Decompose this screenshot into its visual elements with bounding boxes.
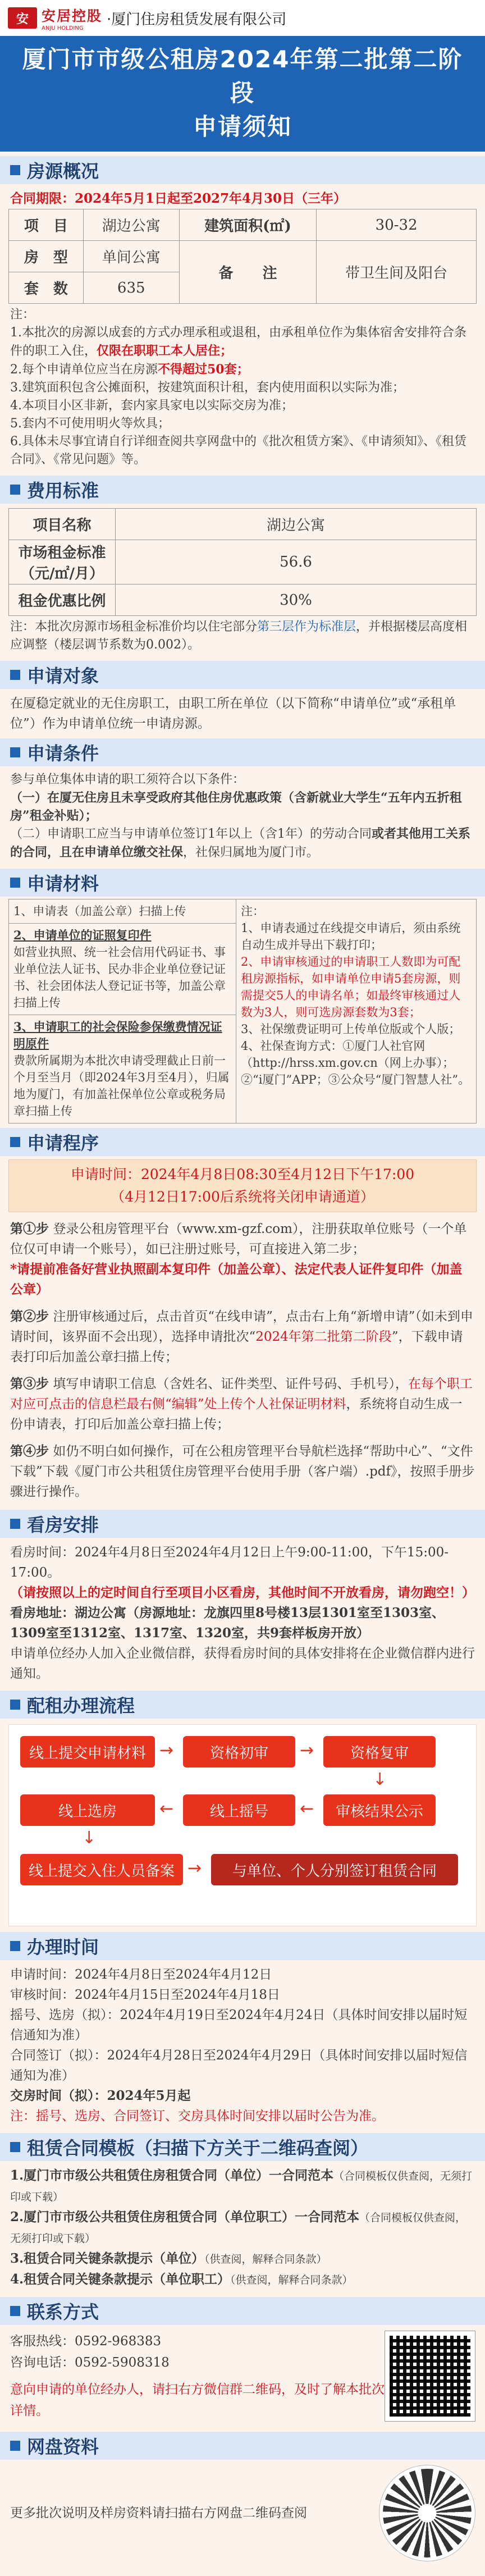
section-marker-icon xyxy=(10,1519,20,1529)
note-highlight: 第三层作为标准层 xyxy=(257,620,356,634)
brand-name-en: ANJU HOLDING xyxy=(42,25,84,31)
material-title: 3、申请职工的社会保险参保缴费情况证明原件 xyxy=(13,1020,222,1051)
housing-notes xyxy=(0,304,485,471)
cell: 市场租金标准（元/㎡/月） xyxy=(9,540,116,584)
cell: 房 型 xyxy=(9,241,84,272)
step-text: 注册审核通过后，点击首页“在线申请”，点击右上角“新增申请”（如未到申请时间，该界面不会出现），选择申请批次“ xyxy=(10,1309,473,1344)
flow-step: 线上选房 xyxy=(20,1794,155,1826)
schedule-row: 申请时间：2024年4月8日至2024年4月12日 xyxy=(10,1967,272,1982)
material-note: 1、申请表通过在线提交申请后，须由系统自动生成并导出下载打印； xyxy=(241,921,461,952)
viewing-time: 看房时间：2024年4月8日至2024年4月12日上午9:00-11:00，下午15:00-17:00。 xyxy=(10,1545,449,1580)
cell: 30-32 xyxy=(317,209,477,241)
section-title: 联系方式 xyxy=(27,2301,99,2323)
schedule-row: 审核时间：2024年4月15日至2024年4月18日 xyxy=(10,1988,280,2002)
cell: 项 目 xyxy=(9,209,84,241)
cell: 湖边公寓 xyxy=(83,209,179,241)
schedule-note: 注：摇号、选房、合同签订、交房具体时间安排以届时公告为准。 xyxy=(10,2109,385,2123)
section-title: 租赁合同模板（扫描下方关于二维码查阅） xyxy=(27,2137,369,2159)
section-title: 办理时间 xyxy=(27,1936,99,1958)
schedule-row: 交房时间（拟）：2024年5月起 xyxy=(10,2088,191,2103)
conditions-intro: 参与单位集体申请的职工须符合以下条件： xyxy=(10,773,245,787)
step-3 xyxy=(0,1371,485,1438)
cell: 湖边公寓 xyxy=(116,509,477,540)
cell: 项目名称 xyxy=(9,509,116,540)
page-title: 厦门市市级公租房2024年第二批第二阶段 xyxy=(22,45,463,107)
cell: 单间公寓 xyxy=(83,241,179,272)
contract-item[interactable] xyxy=(10,2207,475,2249)
section-materials xyxy=(0,869,485,897)
target-text: 在厦稳定就业的无住房职工，由职工所在单位（以下简称“申请单位”或“承租单位”）作为申请单位统一申请房源。 xyxy=(10,696,456,731)
section-title: 网盘资料 xyxy=(27,2436,99,2458)
contract-title: 1.厦门市市级公共租赁住房租赁合同（单位）一合同范本 xyxy=(10,2168,334,2183)
application-time xyxy=(8,1159,477,1212)
material-item xyxy=(9,1015,236,1123)
step-warning: *请提前准备好营业执照副本复印件（加盖公章）、法定代表人证件复印件（加盖公章） xyxy=(10,1262,463,1297)
note-red: 仅限在职职工本人居住； xyxy=(97,344,233,358)
application-time-line: （4月12日17:00后系统将关闭申请通道） xyxy=(111,1189,374,1205)
note-5: 5.套内不可使用明火等炊具； xyxy=(10,417,170,431)
contact-block xyxy=(0,2325,485,2427)
step-number: 第①步 xyxy=(10,1221,49,1236)
contract-item[interactable] xyxy=(10,2249,475,2269)
section-marker-icon xyxy=(10,670,20,680)
housing-table xyxy=(8,209,477,304)
materials-list xyxy=(9,899,236,1123)
condition-text: ，社保归属地为厦门市。 xyxy=(183,846,319,860)
section-contact xyxy=(0,2297,485,2325)
section-contracts xyxy=(0,2133,485,2161)
section-title: 申请材料 xyxy=(27,873,99,894)
material-note: 2、申请审核通过的申请职工人数即为可配租房源指标，如申请单位申请5套房源，则需提交5人的申请名单；如最终审核通过人数为3人，则可选房源套数为3套； xyxy=(241,955,461,1019)
step-text: 如仍不明白如何操作，可在公租房管理平台导航栏选择“帮助中心”、“文件下载”下载《厦门市公共租赁住房管理平台使用手册（客户端）.pdf》，按照手册步骤进行操作。 xyxy=(10,1444,475,1499)
flow-step: 资格初审 xyxy=(183,1736,295,1767)
section-title: 费用标准 xyxy=(27,480,99,501)
material-desc: 如营业执照、统一社会信用代码证书、事业单位法人证书、民办非企业单位登记证书、社会团体法人登记证书等，加盖公章扫描上传 xyxy=(13,946,226,1010)
viewing-note: 申请单位经办人加入企业微信群，获得看房时间的具体安排将在企业微信群内进行通知。 xyxy=(10,1646,475,1681)
condition-2 xyxy=(10,825,475,862)
arrow-down-icon: ↓ xyxy=(373,1770,387,1789)
section-schedule xyxy=(0,1932,485,1960)
section-marker-icon xyxy=(10,1700,20,1710)
section-marker-icon xyxy=(10,485,20,495)
brand-name: 安居控股 xyxy=(42,7,103,24)
brand xyxy=(42,5,102,31)
material-item: 1、申请表（加盖公章）扫描上传 xyxy=(9,899,236,924)
section-procedure xyxy=(0,1128,485,1156)
step-text: 登录公租房管理平台（www.xm-gzf.com），注册获取单位账号（一个单位仅可申请一个账号），如已注册过账号，可直接进入第二步； xyxy=(10,1222,467,1257)
condition-1: （一）在厦无住房且未享受政府其他住房优惠政策（含新就业大学生“五年内五折租房”租金补贴）； xyxy=(10,791,462,823)
contract-title: 4.租赁合同关键条款提示（单位职工） xyxy=(10,2272,231,2287)
cell: 635 xyxy=(83,272,179,304)
step-number: 第③步 xyxy=(10,1376,49,1391)
step-number: 第④步 xyxy=(10,1444,49,1459)
cell: 带卫生间及阳台 xyxy=(317,241,477,304)
section-viewing xyxy=(0,1510,485,1538)
note-1 xyxy=(10,324,475,360)
title-band xyxy=(0,36,485,152)
step-highlight: 2024年第二批第二阶段 xyxy=(255,1330,392,1344)
note-4: 4.本项目小区非新，套内家具家电以实际交房为准； xyxy=(10,399,294,413)
section-marker-icon xyxy=(10,165,20,175)
section-marker-icon xyxy=(10,2142,20,2152)
section-housing xyxy=(0,156,485,184)
viewing-warning: （请按照以上的定时间自行至项目小区看房，其他时间不开放看房，请勿跑空！） xyxy=(10,1585,475,1600)
note-text: ，并根据楼层高度相应调整（楼层调节系数为0.002）。 xyxy=(10,620,468,652)
flow-chart xyxy=(8,1724,477,1926)
material-note: 3、社保缴费证明可上传单位版或个人版； xyxy=(241,1022,461,1036)
section-marker-icon xyxy=(10,878,20,888)
arrow-left-icon: ← xyxy=(159,1799,174,1819)
application-time-line: 申请时间：2024年4月8日08:30至4月12日下午17:00 xyxy=(70,1166,415,1182)
materials-notes xyxy=(236,899,476,1123)
materials-table xyxy=(8,899,477,1123)
section-title: 配租办理流程 xyxy=(27,1695,135,1716)
contract-period: 合同期限：2024年5月1日起至2027年4月30日（三年） xyxy=(10,191,347,206)
arrow-right-icon: → xyxy=(300,1741,314,1760)
note-red: 不得超过50套； xyxy=(158,362,249,377)
step-text: 填写申请职工信息（含姓名、证件类型、证件号码、手机号）， xyxy=(53,1377,408,1391)
note-text: 2.每个申请单位应当在房源 xyxy=(10,363,158,377)
contract-item[interactable] xyxy=(10,2166,475,2207)
note-text: 注：本批次房源市场租金标准价均以住宅部分 xyxy=(10,620,258,634)
top-bar xyxy=(0,0,485,36)
section-title: 看房安排 xyxy=(27,1514,99,1536)
contract-title: 3.租赁合同关键条款提示（单位） xyxy=(10,2251,205,2266)
hotline: 客服热线：0592-968383 xyxy=(10,2334,162,2349)
note-label: 注： xyxy=(10,308,35,322)
disk-text: 更多批次说明及样房资料请扫描右方网盘二维码查阅 xyxy=(10,2506,307,2520)
arrow-left-icon: ← xyxy=(300,1799,314,1819)
section-marker-icon xyxy=(10,2441,20,2451)
conditions xyxy=(0,766,485,864)
section-disk xyxy=(0,2432,485,2460)
section-marker-icon xyxy=(10,747,20,757)
section-flow xyxy=(0,1691,485,1719)
netdisk-qr-code[interactable] xyxy=(379,2465,475,2561)
material-note: 4、社保查询方式：①厦门人社官网（http://hrss.xm.gov.cn（网上办事）；②“i厦门”APP；③公众号“厦门智慧人社”。 xyxy=(241,1039,470,1086)
cost-table xyxy=(8,508,477,616)
section-marker-icon xyxy=(10,2306,20,2316)
schedule-row: 摇号、选房（拟）：2024年4月19日至2024年4月24日（具体时间安排以届时短信通知为准） xyxy=(10,2008,468,2043)
cell: 套 数 xyxy=(9,272,84,304)
contact-info xyxy=(10,2331,385,2422)
contract-desc: （供查阅，解释合同条款） xyxy=(204,2253,327,2266)
consult-phone: 咨询电话：0592-5908318 xyxy=(10,2355,170,2370)
section-title: 申请条件 xyxy=(27,743,99,764)
material-desc: 费款所属期为本批次申请受理截止日前一个月至当月（即2024年3月至4月），归属地为厦门，有加盖社保单位公章或税务局章扫描上传 xyxy=(13,1054,230,1118)
section-marker-icon xyxy=(10,1941,20,1951)
step-number: 第②步 xyxy=(10,1309,49,1324)
material-title: 2、申请单位的证照复印件 xyxy=(13,928,152,942)
condition-text: （二）申请职工应当与申请单位签订1年以上（含1年）的劳动合同 xyxy=(10,827,372,841)
note-text: 1.本批次的房源以成套的方式办理承租或退租，由承租单位作为集体宿舍安排符合条件的职工入住， xyxy=(10,326,466,358)
contract-desc: （合同模板仅供查阅，无须打印或下载） xyxy=(10,2212,466,2245)
note-6: 6.具体未尽事宜请自行详细查阅共享网盘中的《批次租赁方案》、《申请须知》、《租赁合同》、《常见问题》等。 xyxy=(10,435,466,467)
section-conditions xyxy=(0,738,485,766)
step-text: ，系统将自动生成一份申请表，打印后加盖公章扫描上传； xyxy=(10,1397,463,1432)
step-2 xyxy=(0,1303,485,1371)
flow-step: 线上摇号 xyxy=(183,1794,295,1826)
disk-block xyxy=(0,2460,485,2566)
flow-step: 审核结果公示 xyxy=(323,1794,436,1826)
note-2 xyxy=(10,360,475,379)
step-4 xyxy=(0,1438,485,1505)
section-title: 申请对象 xyxy=(27,665,99,687)
note-3: 3.建筑面积包含公摊面积，按建筑面积计租，套内使用面积以实际为准； xyxy=(10,381,405,395)
step-highlight: 在每个职工对应可点击的信息栏最右侧“编辑”处上传个人社保证明材料 xyxy=(10,1377,473,1412)
location-text: 湖边公寓（房源地址：龙旗四里8号楼13层1301室至1303室、1309室至1312室、1317室、1320室，共9套样板房开放） xyxy=(10,1605,445,1641)
cell: 备 注 xyxy=(179,241,317,304)
contract-title: 2.厦门市市级公共租赁住房租赁合同（单位职工）一合同范本 xyxy=(10,2209,360,2225)
section-title: 申请程序 xyxy=(27,1132,99,1154)
arrow-right-icon: → xyxy=(187,1858,202,1878)
viewing-info xyxy=(0,1538,485,1686)
cell: 租金优惠比例 xyxy=(9,584,116,616)
page-subtitle: 申请须知 xyxy=(193,113,292,140)
step-text: ”，下载申请表打印后加盖公章扫描上传； xyxy=(10,1330,463,1364)
brand-logo: 安 xyxy=(8,7,37,29)
contract-desc: （供查阅，解释合同条款） xyxy=(230,2274,353,2286)
contract-list xyxy=(0,2161,485,2292)
schedule-list xyxy=(0,1960,485,2129)
flow-step: 与单位、个人分别签订租赁合同 xyxy=(211,1854,458,1885)
viewing-location xyxy=(10,1603,475,1643)
material-item xyxy=(9,924,236,1015)
cell: 建筑面积(㎡) xyxy=(179,209,317,241)
step-1 xyxy=(0,1216,485,1303)
contract-desc: （合同模板仅供查阅，无须打印或下载） xyxy=(10,2170,473,2203)
material-note: 注： xyxy=(241,905,264,918)
flow-step: 资格复审 xyxy=(323,1736,436,1767)
schedule-row: 合同签订（拟）：2024年4月28日至2024年4月29日（具体时间安排以届时短信通知为准） xyxy=(10,2048,468,2083)
flow-step: 线上提交申请材料 xyxy=(20,1736,155,1767)
section-title: 房源概况 xyxy=(27,161,99,182)
contract-item[interactable] xyxy=(10,2269,475,2290)
cost-note xyxy=(0,616,485,656)
condition-bold: 或者其他用工关系的合同，且在申请单位缴交社保 xyxy=(10,826,471,860)
arrow-right-icon: → xyxy=(159,1741,174,1760)
cell: 30% xyxy=(116,584,477,616)
wechat-group-qr-code[interactable] xyxy=(385,2331,475,2421)
section-marker-icon xyxy=(10,1137,20,1147)
section-target xyxy=(0,661,485,689)
location-label: 看房地址： xyxy=(10,1605,75,1620)
contact-note: 意向申请的单位经办人，请扫右方微信群二维码，及时了解本批次详情。 xyxy=(10,2382,385,2418)
company-name: ·厦门住房租赁发展有限公司 xyxy=(107,11,287,28)
cell: 56.6 xyxy=(116,540,477,584)
section-cost xyxy=(0,476,485,504)
flow-step: 线上提交入住人员备案 xyxy=(20,1854,183,1885)
arrow-down-icon: ↓ xyxy=(82,1828,97,1848)
